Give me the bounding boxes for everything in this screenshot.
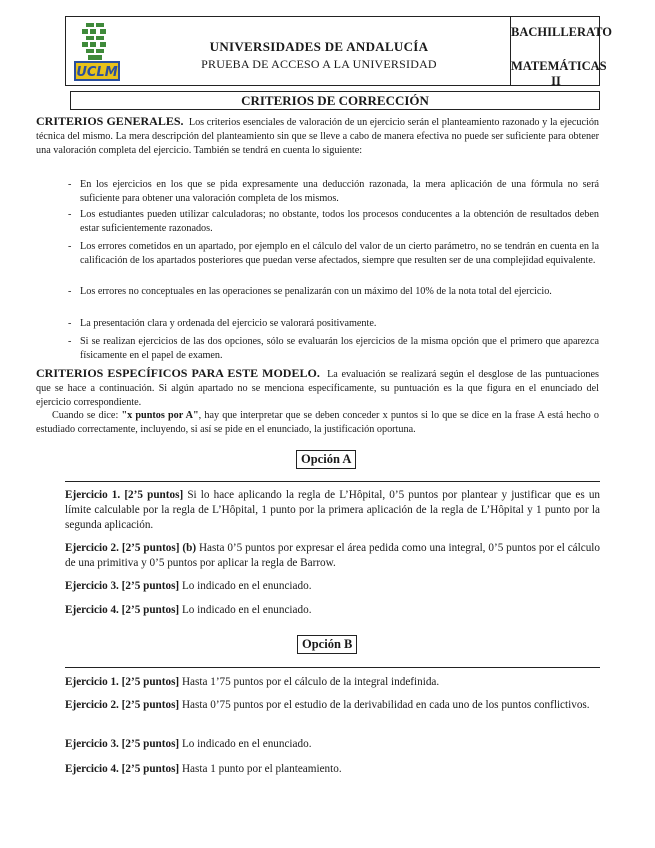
opcion-a-ejercicio-3: Ejercicio 3. [2’5 puntos] Lo indicado en el enunciado. [65,580,312,592]
level-label: BACHILLERATO [511,25,612,39]
especificos-paragraph [36,366,599,410]
logo-cell [66,17,128,85]
opcion-a-title: Opción A [296,450,356,469]
opcion-a-ejercicio-2: Ejercicio 2. [2’5 puntos] (b) Hasta 0’5 puntos por expresar el área pedida como una integral, 0’5 puntos por el cálculo de una primitiva y 0’5 puntos por aplicar la regla de Barrow. [65,542,601,569]
logo-text: UCLM [76,65,118,80]
university-cell [128,17,511,85]
header-table [65,16,612,88]
bullet-item: - Los estudiantes pueden utilizar calculadoras; no obstante, todos los procesos conducentes a la obtención de resultados deben estar suficientemente razonados. [68,209,599,234]
generales-heading: CRITERIOS GENERALES. [36,114,184,128]
opcion-a-ejercicio-1: Ejercicio 1. [2’5 puntos] Si lo hace aplicando la regla de L’Hôpital, 0’5 puntos por plantear y justificar que es un límite calculable por la regla de L’Hôpital, 1 punto por la primera aplicación de la regla de L’Hôpital y 1 punto por la segunda aplicación. [65,489,601,531]
generales-paragraph [36,114,599,158]
opcion-a-ejercicio-4: Ejercicio 4. [2’5 puntos] Lo indicado en el enunciado. [65,604,312,616]
especificos-text: La evaluación se realizará según el desglose de las puntuaciones que se hace a continuación. Si algún apartado no se menciona específicamente, su puntuación es la que figura en el enunciado del ejercicio correspondiente. [36,369,599,408]
exam-title: PRUEBA DE ACCESO A LA UNIVERSIDAD [201,57,437,71]
subject-cell [511,17,612,88]
university-logo [66,17,128,85]
opcion-b-ejercicio-1: Ejercicio 1. [2’5 puntos] Hasta 1’75 puntos por el cálculo de la integral indefinida. [65,676,440,688]
opcion-b-ejercicio-2: Ejercicio 2. [2’5 puntos] Hasta 0’75 puntos por el estudio de la derivabilidad en cada uno de los puntos conflictivos. [65,699,590,711]
university-title: UNIVERSIDADES DE ANDALUCÍA [209,39,429,54]
criterios-title: CRITERIOS DE CORRECCIÓN [70,91,600,110]
subject-label: MATEMÁTICAS II [511,59,607,88]
bullet-item: - Si se realizan ejercicios de las dos opciones, sólo se evaluarán los ejercicios de la misma opción que el primero que aparezca físicamente en el papel de examen. [68,336,599,361]
bullet-item: - La presentación clara y ordenada del ejercicio se valorará positivamente. [68,318,377,329]
bullet-item: - Los errores cometidos en un apartado, por ejemplo en el cálculo del valor de un cierto parámetro, no se tendrán en cuenta en la calificación de los apartados posteriores que puedan verse afectados, siempre que resulten ser de una complejidad equivalente. [68,241,599,266]
opcion-b-ejercicio-4: Ejercicio 4. [2’5 puntos] Hasta 1 punto por el planteamiento. [65,763,342,775]
especificos-heading: CRITERIOS ESPECÍFICOS PARA ESTE MODELO. [36,366,320,380]
divider [65,667,600,668]
bullet-item: - En los ejercicios en los que se pida expresamente una deducción razonada, la mera aplicación de una fórmula no será suficiente para obtener una valoración completa de los mismos. [68,179,599,204]
bullet-item: - Los errores no conceptuales en las operaciones se penalizarán con un máximo del 10% de la nota total del ejercicio. [68,286,552,297]
opcion-b-ejercicio-3: Ejercicio 3. [2’5 puntos] Lo indicado en el enunciado. [65,738,312,750]
generales-text: Los criterios esenciales de valoración de un ejercicio serán el planteamiento razonado y la ejecución técnica del mismo. La mera descripción del planteamiento sin que se lleve a cabo de manera efectiva no puede ser suficiente para obtener una valoración completa del ejercicio. También se tendrá en cuenta lo siguiente: [36,117,600,156]
divider [65,481,600,482]
x-puntos-phrase: "x puntos por A" [121,410,199,421]
especificos-paragraph-2: Cuando se dice: "x puntos por A", hay que interpretar que se deben conceder x puntos si lo que se dice en la frase A está hecho o estudiado correctamente, incluyendo, si así se pide en el enunciado, la justificación oportuna. [36,410,600,435]
opcion-b-title: Opción B [297,635,357,654]
